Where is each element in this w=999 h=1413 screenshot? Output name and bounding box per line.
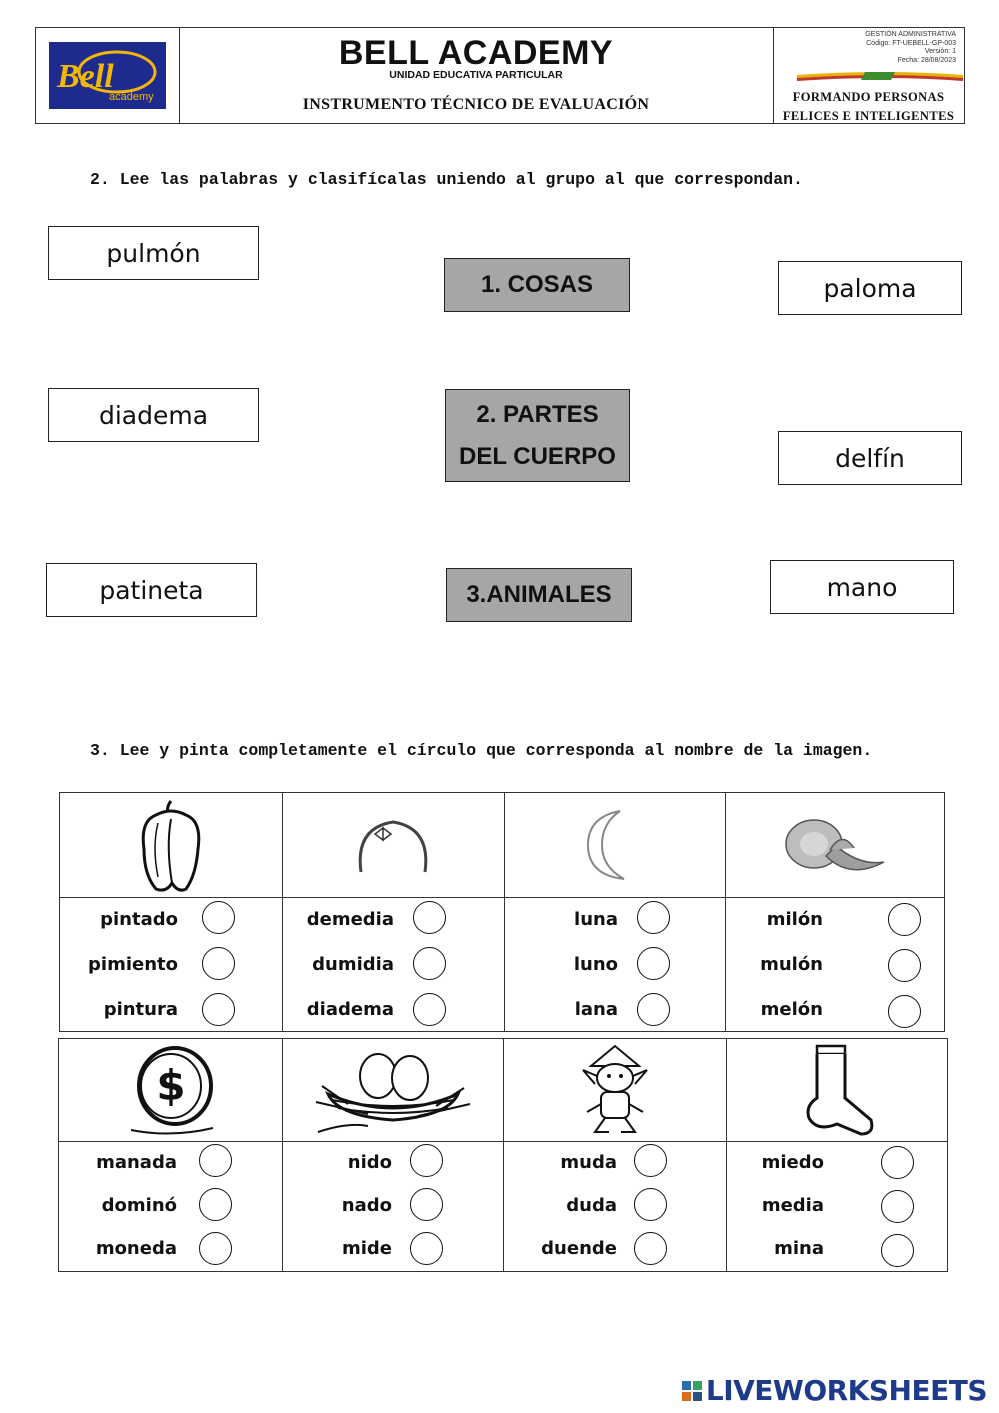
answer-circle[interactable]	[202, 901, 235, 934]
option-label: pimiento	[88, 954, 178, 975]
moon-icon	[504, 793, 725, 898]
word-card-paloma[interactable]: paloma	[778, 261, 962, 315]
answer-circle[interactable]	[888, 995, 921, 1028]
table-cell	[504, 793, 726, 1031]
option-label: luno	[573, 954, 618, 975]
option-label: dominó	[101, 1195, 177, 1216]
school-subtitle: UNIDAD EDUCATIVA PARTICULAR	[389, 69, 563, 81]
answer-circle[interactable]	[202, 947, 235, 980]
group-animales[interactable]: 3.ANIMALES	[446, 568, 632, 622]
answer-circle[interactable]	[199, 1188, 232, 1221]
option-label: dumidia	[312, 954, 394, 975]
answer-circle[interactable]	[881, 1234, 914, 1267]
logo-cell	[36, 28, 180, 123]
answer-circle[interactable]	[413, 901, 446, 934]
option-label: media	[761, 1195, 824, 1216]
answer-circle[interactable]	[634, 1144, 667, 1177]
coin-icon	[59, 1039, 282, 1142]
section3-instruction: 3. Lee y pinta completamente el círculo que corresponda al nombre de la imagen.	[90, 741, 873, 760]
svg-text:$: $	[155, 1061, 186, 1110]
answer-circle[interactable]	[410, 1144, 443, 1177]
group-partes-del-cuerpo[interactable]: 2. PARTES DEL CUERPO	[445, 389, 630, 482]
nest-icon	[282, 1039, 503, 1142]
option-label: pintura	[103, 999, 178, 1020]
table-cell	[60, 793, 283, 1031]
word-card-delfin[interactable]: delfín	[778, 431, 962, 485]
liveworksheets-logo-icon	[682, 1381, 702, 1401]
melon-icon	[725, 793, 944, 898]
school-motto: FORMANDO PERSONAS FELICES E INTELIGENTES	[782, 90, 955, 123]
answer-circle[interactable]	[888, 949, 921, 982]
table-cell	[59, 1039, 283, 1271]
option-label: lana	[574, 999, 618, 1020]
option-label: duda	[566, 1195, 617, 1216]
flag-stripe-icon	[795, 69, 965, 85]
answer-circle[interactable]	[199, 1144, 232, 1177]
option-label: nado	[341, 1195, 392, 1216]
instrument-title: INSTRUMENTO TÉCNICO DE EVALUACIÓN	[302, 96, 650, 113]
option-label: miedo	[761, 1152, 824, 1173]
table-cell	[726, 1039, 947, 1271]
answer-circle[interactable]	[202, 993, 235, 1026]
section2-instruction: 2. Lee las palabras y clasifícalas uniendo al grupo al que correspondan.	[90, 170, 803, 189]
option-label: duende	[541, 1238, 617, 1259]
option-label: mide	[341, 1238, 392, 1259]
document-header	[35, 27, 965, 124]
pepper-icon	[60, 793, 282, 898]
answer-circle[interactable]	[881, 1146, 914, 1179]
answer-circle[interactable]	[413, 947, 446, 980]
elf-icon	[503, 1039, 726, 1142]
answer-circle[interactable]	[637, 947, 670, 980]
answer-circle[interactable]	[634, 1188, 667, 1221]
answer-circle[interactable]	[888, 903, 921, 936]
picture-table-1	[59, 792, 945, 1032]
admin-cell	[773, 28, 964, 123]
svg-text:Bell: Bell	[57, 58, 114, 95]
option-label: manada	[96, 1152, 177, 1173]
answer-circle[interactable]	[637, 901, 670, 934]
answer-circle[interactable]	[637, 993, 670, 1026]
word-card-mano[interactable]: mano	[770, 560, 954, 614]
table-cell	[725, 793, 944, 1031]
word-card-diadema[interactable]: diadema	[48, 388, 259, 442]
table-cell	[282, 793, 505, 1031]
word-card-patineta[interactable]: patineta	[46, 563, 257, 617]
bell-academy-logo	[49, 42, 166, 109]
picture-table-2	[58, 1038, 948, 1272]
table-cell	[282, 1039, 504, 1271]
answer-circle[interactable]	[199, 1232, 232, 1265]
option-label: mulón	[760, 954, 823, 975]
option-label: muda	[560, 1152, 617, 1173]
option-label: demedia	[306, 909, 394, 930]
admin-info: GESTIÓN ADMINISTRATIVA Código: FT-UEBELL-GP-003 Versión: 1 Fecha: 28/08/2023	[865, 31, 956, 64]
answer-circle[interactable]	[410, 1188, 443, 1221]
answer-circle[interactable]	[881, 1190, 914, 1223]
option-label: mina	[774, 1238, 824, 1259]
option-label: diadema	[306, 999, 394, 1020]
option-label: pintado	[100, 909, 178, 930]
table-cell	[503, 1039, 727, 1271]
option-label: nido	[347, 1152, 392, 1173]
answer-circle[interactable]	[413, 993, 446, 1026]
svg-text:academy: academy	[109, 91, 154, 103]
group-cosas[interactable]: 1. COSAS	[444, 258, 630, 312]
school-title: BELL ACADEMY	[338, 34, 614, 72]
answer-circle[interactable]	[410, 1232, 443, 1265]
sock-icon	[726, 1039, 947, 1142]
option-label: milón	[766, 909, 823, 930]
option-label: moneda	[95, 1238, 177, 1259]
option-label: luna	[574, 909, 618, 930]
headband-icon	[282, 793, 504, 898]
title-cell	[179, 28, 774, 123]
option-label: melón	[760, 999, 823, 1020]
word-card-pulmon[interactable]: pulmón	[48, 226, 259, 280]
answer-circle[interactable]	[634, 1232, 667, 1265]
liveworksheets-brand: LIVEWORKSHEETS	[682, 1374, 987, 1407]
